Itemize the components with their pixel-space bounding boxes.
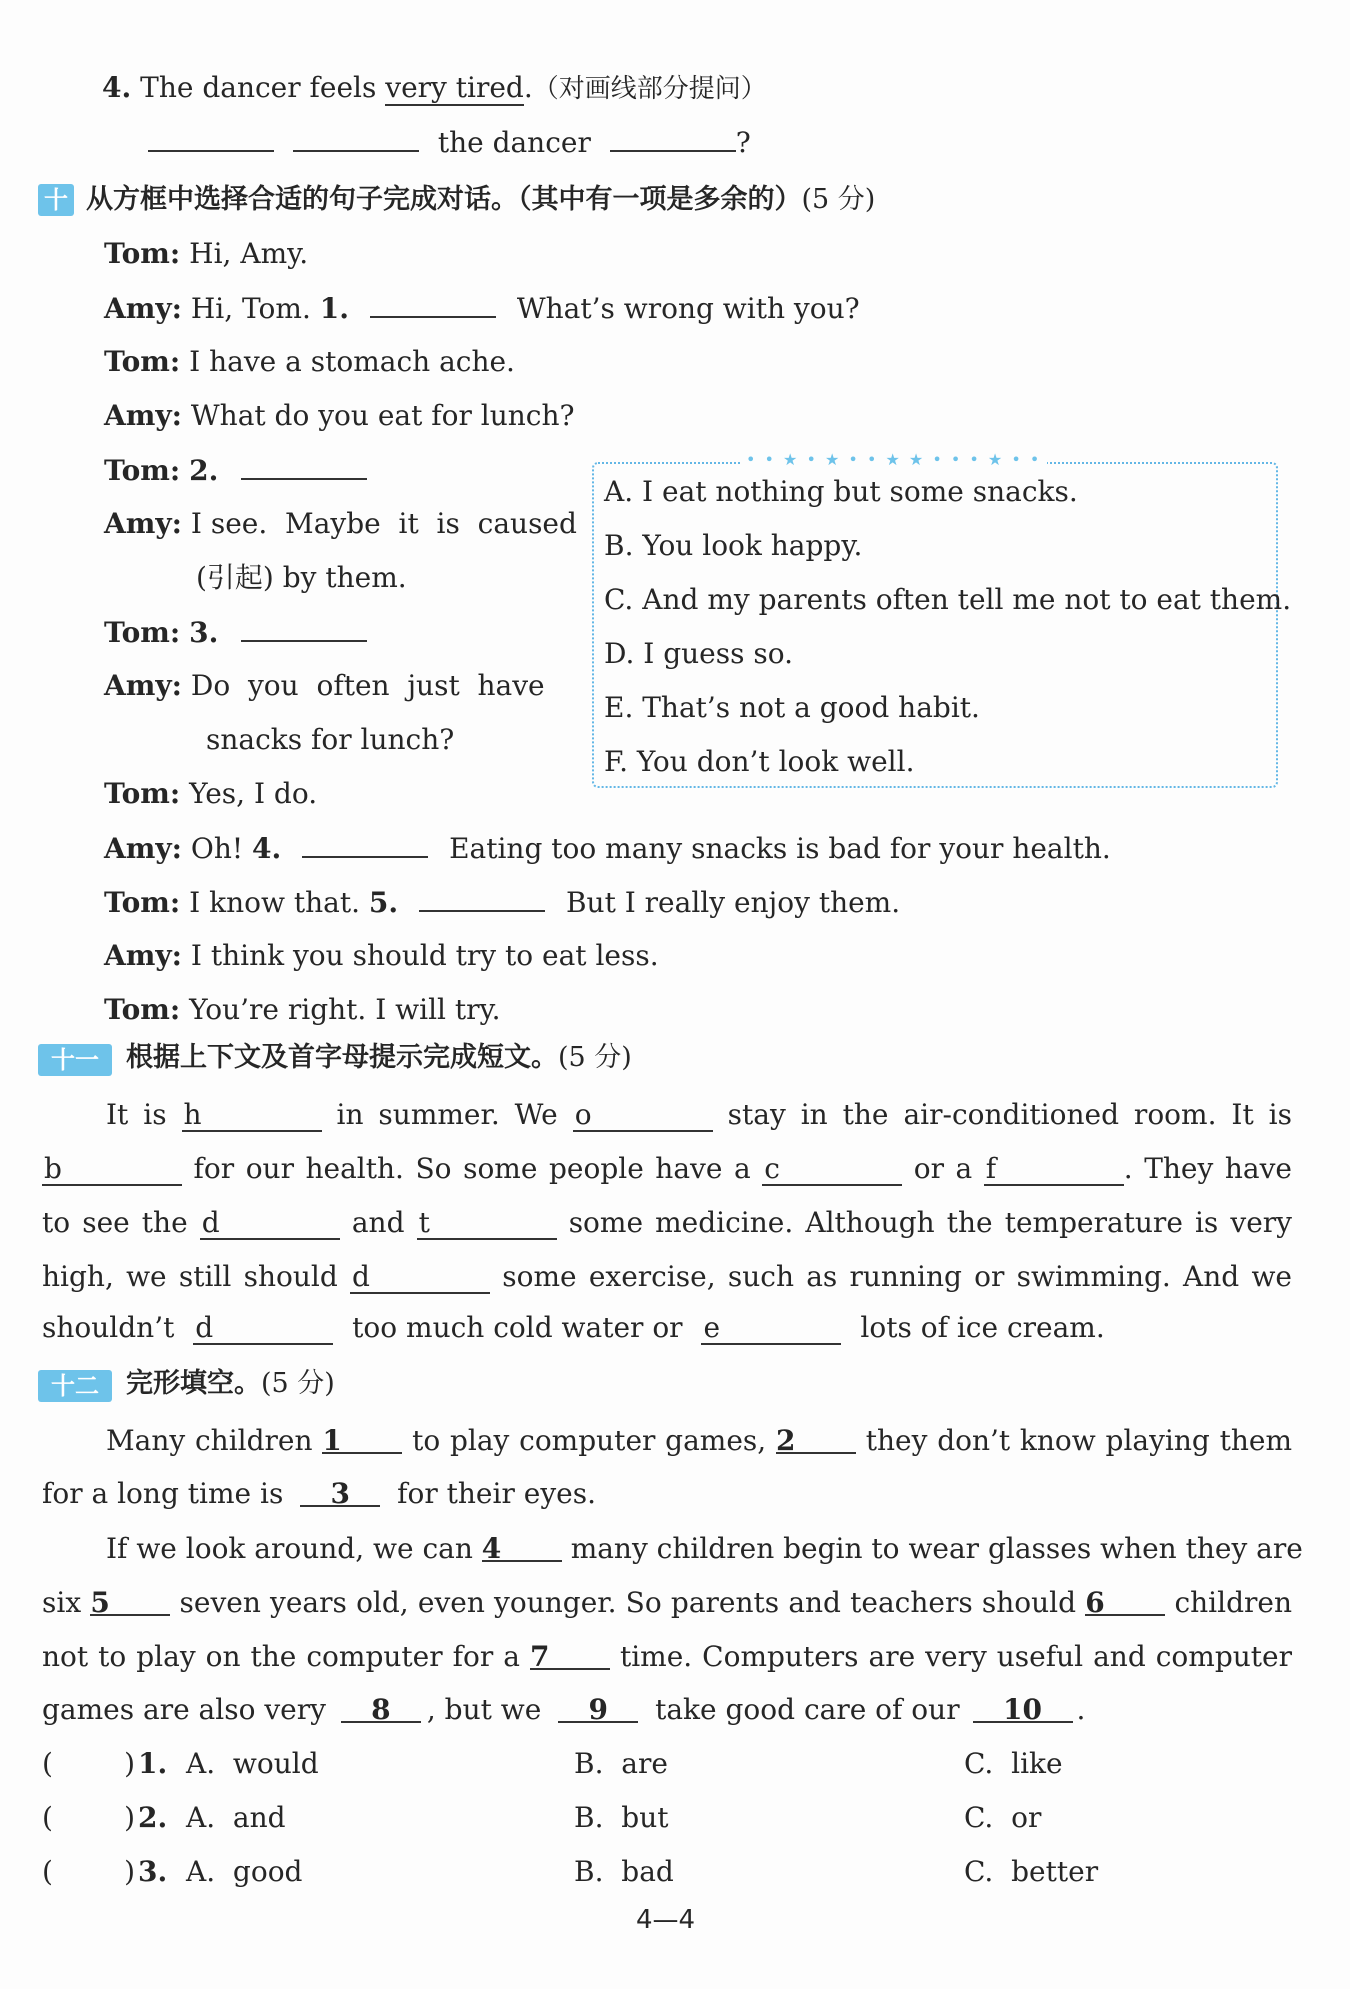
cloze-text: six — [42, 1586, 82, 1619]
cloze-blank[interactable]: 3 — [300, 1479, 380, 1507]
choice-number: 1. — [138, 1747, 168, 1780]
dialogue-text: Hi, Tom. — [190, 292, 311, 325]
choice-b: B. are — [574, 1747, 668, 1780]
hint-blank[interactable] — [701, 1313, 841, 1345]
passage-text: for our health. So some people have a — [193, 1152, 751, 1185]
cloze-blank[interactable]: 1 — [322, 1426, 402, 1454]
justified-line — [42, 1142, 1292, 1196]
section-title-text: 根据上下文及首字母提示完成短文。 — [126, 1042, 558, 1073]
answer-parenthesis[interactable]: ( ) — [42, 1855, 136, 1888]
answer-blank[interactable] — [419, 884, 545, 912]
blank-number: 4. — [252, 832, 282, 865]
option-letter: D. — [604, 637, 635, 670]
speaker-name: Amy: — [104, 832, 182, 865]
dialogue-line — [104, 776, 317, 812]
option-item — [604, 474, 1078, 510]
cloze-line — [106, 1522, 1303, 1576]
passage-line — [42, 1196, 1292, 1250]
option-item — [604, 636, 793, 672]
hint-blank[interactable] — [42, 1154, 182, 1186]
section-points: (5 分) — [558, 1042, 632, 1073]
dialogue-text: But I really enjoy them. — [565, 886, 901, 919]
cloze-text: time. Computers are very useful and computer — [619, 1640, 1292, 1673]
question-number: 4. — [102, 71, 132, 104]
question-4 — [102, 70, 767, 107]
cloze-line — [42, 1576, 1292, 1630]
cloze-line — [42, 1692, 1085, 1728]
answer-blank[interactable] — [148, 124, 274, 152]
cloze-text: Many children — [106, 1424, 313, 1457]
hint-blank[interactable] — [182, 1100, 322, 1132]
speaker-name: Tom: — [104, 345, 181, 378]
cloze-text: not to play on the computer for a — [42, 1640, 520, 1673]
justified-line — [106, 1414, 1292, 1468]
option-letter: A. — [604, 475, 634, 508]
justified-line — [42, 1630, 1292, 1684]
question-instruction: （对画线部分提问） — [532, 74, 767, 104]
hint-blank[interactable] — [417, 1208, 557, 1240]
cloze-blank[interactable]: 7 — [530, 1642, 610, 1670]
choice-number: 2. — [138, 1801, 168, 1834]
dialogue-text: What do you eat for lunch? — [190, 399, 575, 432]
choice-c: C. better — [964, 1855, 1099, 1888]
option-text: That’s not a good habit. — [642, 691, 980, 724]
section-title-text: 完形填空。 — [126, 1368, 261, 1399]
dialogue-line — [104, 290, 860, 327]
passage-text: too much cold water or — [352, 1311, 683, 1344]
answer-blank[interactable] — [241, 452, 367, 480]
hint-letter: d — [201, 1206, 220, 1239]
cloze-blank[interactable]: 2 — [776, 1426, 856, 1454]
dialogue-text: You’re right. I will try. — [189, 993, 501, 1026]
blank-number: 5. — [368, 886, 399, 919]
cloze-text: children — [1174, 1586, 1292, 1619]
dialogue-line — [104, 938, 659, 974]
dialogue-text: Eating too many snacks is bad for your health. — [449, 832, 1111, 865]
question-mark: ? — [735, 126, 751, 159]
hint-letter: d — [195, 1311, 214, 1344]
cloze-text: If we look around, we can — [106, 1532, 473, 1565]
passage-text: to see the — [42, 1206, 188, 1239]
options-box — [592, 462, 1278, 788]
speaker-name: Amy: — [104, 507, 182, 540]
dialogue-text: Yes, I do. — [189, 777, 318, 810]
passage-text: some medicine. Although the temperature is very — [568, 1206, 1292, 1239]
passage-text: stay in the air-conditioned room. It is — [727, 1098, 1293, 1131]
cloze-blank[interactable]: 5 — [90, 1588, 170, 1616]
speaker-name: Tom: — [104, 237, 181, 270]
choice-a: A. would — [186, 1747, 319, 1780]
underlined-phrase: very tired — [385, 71, 524, 104]
option-text: You don’t look well. — [636, 745, 915, 778]
option-letter: F. — [604, 745, 628, 778]
option-item — [604, 690, 980, 726]
option-letter: B. — [604, 529, 634, 562]
cloze-text: seven years old, even younger. So parents and teachers should — [179, 1586, 1077, 1619]
hint-blank[interactable] — [350, 1262, 490, 1294]
dialogue-text: I know that. — [189, 886, 360, 919]
section-points: (5 分) — [261, 1368, 335, 1399]
dialogue-line — [104, 236, 308, 272]
cloze-blank[interactable]: 8 — [341, 1695, 421, 1723]
dialogue-text: snacks for lunch? — [206, 723, 455, 756]
passage-text: It is — [106, 1098, 167, 1131]
cloze-text: for their eyes. — [397, 1477, 596, 1510]
dialogue-text: Hi, Amy. — [189, 237, 309, 270]
hint-blank[interactable] — [573, 1100, 713, 1132]
cloze-text: to play computer games, — [412, 1424, 767, 1457]
dialogue-line — [104, 344, 515, 380]
cloze-blank[interactable]: 9 — [558, 1695, 638, 1723]
cloze-text: take good care of our — [655, 1693, 960, 1726]
section-points: (5 分) — [801, 184, 876, 215]
passage-text: high, we still should — [42, 1260, 338, 1293]
hint-blank[interactable] — [193, 1313, 333, 1345]
justified-line — [42, 1576, 1292, 1630]
question-4-answer-line — [148, 124, 751, 161]
page-number: 4—4 — [636, 1905, 696, 1935]
cloze-text: for a long time is — [42, 1477, 284, 1510]
answer-blank[interactable] — [293, 124, 419, 152]
choice-c: C. or — [964, 1801, 1042, 1834]
option-text: You look happy. — [642, 529, 863, 562]
passage-text: in summer. We — [336, 1098, 558, 1131]
dialogue-text: I see. Maybe it is caused — [190, 507, 577, 540]
cloze-text: , but we — [426, 1693, 542, 1726]
dialogue-line — [104, 506, 577, 542]
hint-letter: t — [418, 1206, 430, 1239]
section-badge: 十一 — [38, 1044, 112, 1076]
hint-letter: b — [44, 1152, 62, 1185]
cloze-blank[interactable]: 10 — [973, 1695, 1073, 1723]
cloze-line — [42, 1476, 596, 1512]
hint-blank[interactable] — [762, 1154, 902, 1186]
dialogue-line — [104, 884, 900, 921]
period: . — [523, 71, 533, 104]
speaker-name: Amy: — [104, 939, 182, 972]
blank-number: 1. — [319, 292, 349, 325]
dialogue-text: Do you often just have — [190, 669, 545, 702]
passage-line — [42, 1310, 1105, 1346]
dialogue-text: I have a stomach ache. — [189, 345, 515, 378]
choice-c: C. like — [964, 1747, 1063, 1780]
answer-parenthesis[interactable]: ( ) — [42, 1747, 136, 1780]
cloze-text: they don’t know playing them — [865, 1424, 1293, 1457]
option-item — [604, 528, 862, 564]
option-item — [604, 744, 914, 780]
option-letter: C. — [604, 583, 634, 616]
hint-letter: f — [985, 1152, 997, 1185]
option-text: I guess so. — [643, 637, 794, 670]
dialogue-text: What’s wrong with you? — [516, 292, 860, 325]
speaker-name: Tom: — [104, 886, 181, 919]
choice-b: B. bad — [574, 1855, 674, 1888]
dialogue-continuation — [206, 722, 454, 758]
speaker-name: Amy: — [104, 292, 182, 325]
speaker-name: Tom: — [104, 616, 181, 649]
dialogue-text: (引起) by them. — [196, 561, 407, 594]
passage-line — [42, 1250, 1292, 1304]
passage-line — [106, 1088, 1292, 1142]
star-decoration-icon: • • ★ • ★ • • ★ ★ • • • ★ • • — [740, 450, 1047, 469]
speaker-name: Tom: — [104, 777, 181, 810]
section-badge: 十 — [38, 184, 74, 216]
choice-a: A. good — [186, 1855, 303, 1888]
dialogue-text: I think you should try to eat less. — [190, 939, 659, 972]
cloze-blank[interactable]: 6 — [1085, 1588, 1165, 1616]
choice-a: A. and — [186, 1801, 286, 1834]
answer-parenthesis[interactable]: ( ) — [42, 1801, 136, 1834]
cloze-text: . — [1076, 1693, 1086, 1726]
choice-number: 3. — [138, 1855, 168, 1888]
answer-blank[interactable] — [370, 290, 496, 318]
blank-number: 3. — [189, 616, 219, 649]
dialogue-line — [104, 452, 367, 489]
speaker-name: Tom: — [104, 993, 181, 1026]
dialogue-continuation — [196, 560, 407, 596]
hint-letter: h — [183, 1098, 202, 1131]
cloze-line — [42, 1630, 1292, 1684]
cloze-line — [106, 1414, 1292, 1468]
speaker-name: Amy: — [104, 399, 182, 432]
answer-blank[interactable] — [610, 124, 736, 152]
hint-letter: c — [764, 1152, 780, 1185]
blank-number: 2. — [189, 454, 219, 487]
dialogue-line — [104, 830, 1111, 867]
section-title — [86, 182, 875, 218]
cloze-text: games are also very — [42, 1693, 326, 1726]
answer-text: the dancer — [437, 126, 591, 159]
dialogue-line — [104, 992, 501, 1028]
hint-letter: o — [574, 1098, 592, 1131]
section-title — [126, 1366, 335, 1402]
hint-letter: d — [352, 1260, 370, 1293]
dialogue-line — [104, 668, 545, 704]
answer-blank[interactable] — [302, 830, 428, 858]
speaker-name: Tom: — [104, 454, 181, 487]
section-badge: 十二 — [38, 1370, 112, 1402]
justified-line — [42, 1196, 1292, 1250]
section-title-text: 从方框中选择合适的句子完成对话。（其中有一项是多余的） — [86, 184, 802, 215]
speaker-name: Amy: — [104, 669, 182, 702]
hint-letter: e — [703, 1311, 721, 1344]
passage-text: . They have — [1123, 1152, 1292, 1185]
dialogue-text: Oh! — [190, 832, 244, 865]
option-text: I eat nothing but some snacks. — [642, 475, 1078, 508]
passage-text: shouldn’t — [42, 1311, 175, 1344]
passage-text: or a — [913, 1152, 973, 1185]
choice-b: B. but — [574, 1801, 669, 1834]
section-title — [126, 1040, 632, 1076]
hint-blank[interactable] — [984, 1154, 1124, 1186]
dialogue-line — [104, 398, 575, 434]
hint-blank[interactable] — [200, 1208, 340, 1240]
cloze-blank[interactable]: 4 — [482, 1534, 562, 1562]
question-text: The dancer feels — [140, 71, 377, 104]
cloze-text: many children begin to wear glasses when they are — [570, 1532, 1303, 1565]
justified-line — [42, 1250, 1292, 1304]
option-letter: E. — [604, 691, 634, 724]
option-text: And my parents often tell me not to eat them. — [642, 583, 1292, 616]
option-item — [604, 582, 1291, 618]
justified-line — [106, 1522, 1303, 1576]
passage-line — [42, 1142, 1292, 1196]
passage-text: some exercise, such as running or swimming. And we — [502, 1260, 1293, 1293]
passage-text: lots of ice cream. — [860, 1311, 1105, 1344]
answer-blank[interactable] — [241, 614, 367, 642]
dialogue-line — [104, 614, 367, 651]
passage-text: and — [351, 1206, 405, 1239]
justified-line — [106, 1088, 1292, 1142]
